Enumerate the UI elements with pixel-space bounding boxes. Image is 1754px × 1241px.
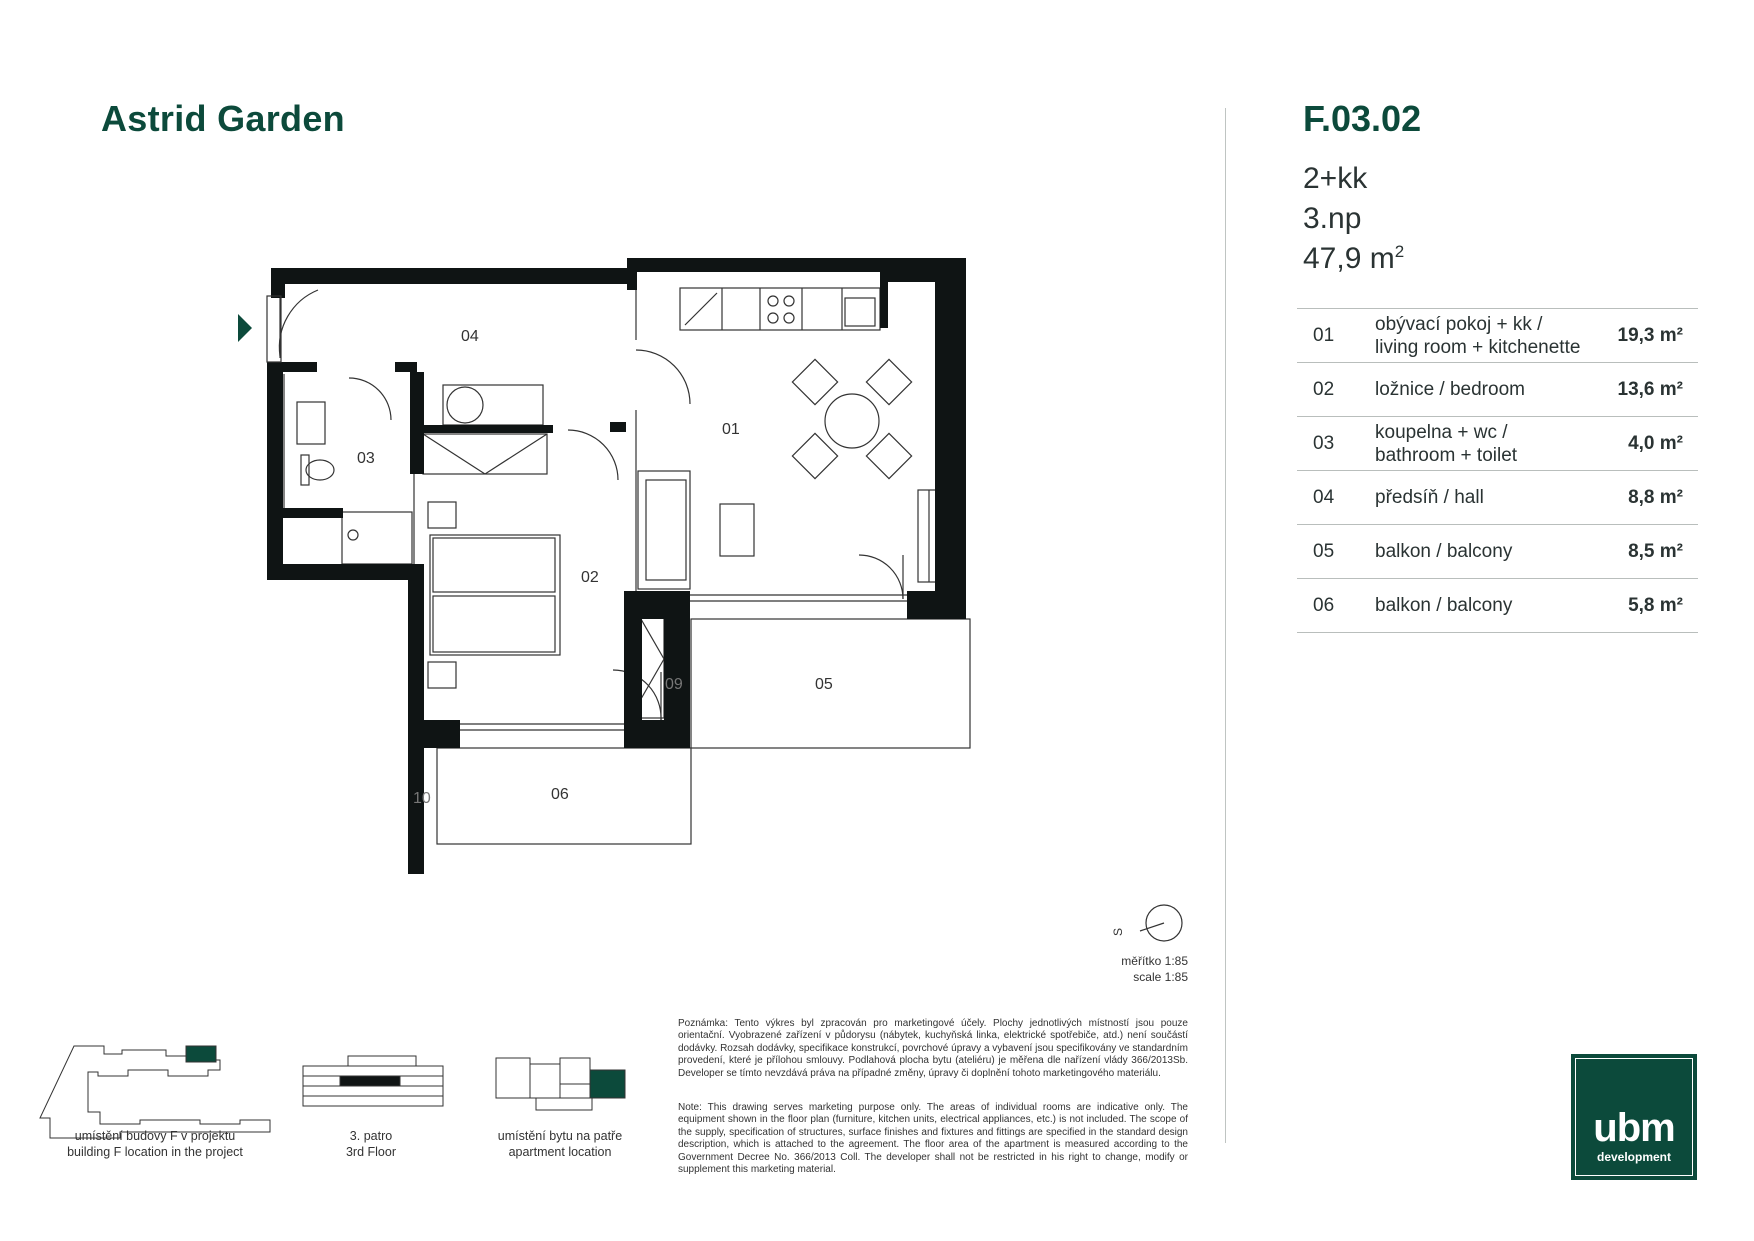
kitchen-counter (680, 288, 880, 330)
room-number: 04 (1297, 471, 1375, 525)
compass-icon (1111, 905, 1182, 941)
caption-line2: apartment location (508, 1145, 612, 1159)
room-name: balkon / balcony (1375, 525, 1607, 579)
caption-line1: umístění bytu na patře (497, 1129, 623, 1143)
room-name-line2: living room + kitchenette (1375, 336, 1581, 358)
toilet (306, 460, 334, 480)
room-area: 19,3 m² (1607, 309, 1698, 363)
room-name: balkon / balcony (1375, 579, 1607, 633)
unit-code: F.03.02 (1303, 98, 1422, 139)
entry-arrow (238, 314, 252, 342)
room-name: ložnice / bedroom (1375, 363, 1607, 417)
dining-table (825, 394, 879, 448)
scale-note (1121, 953, 1188, 985)
note-en: Note: This drawing serves marketing purpose only. The areas of individual rooms are indicative only. The equipment shown in the floor plan (furniture, kitchen units, electrical appliances, etc.) is not included. The scope of the supply, specification of structures, surface finishes and fixtures and fittings are specified in the standard design description, which is attached to the agreement. The floor area of the apartment is measured according to the Government Decree No. 366/2013 Coll. The developer shall not be restricted in his right to change, modify or supplement this marketing material. (678, 1102, 1188, 1176)
scale-en: scale 1:85 (1133, 970, 1188, 984)
plan-label-01: 01 (722, 421, 740, 438)
room-number: 06 (1297, 579, 1375, 633)
unit-area-sup: 2 (1394, 242, 1405, 261)
ubm-logo (1571, 1054, 1697, 1180)
washing-machine (447, 387, 483, 423)
room-area: 8,8 m² (1607, 471, 1698, 525)
plan-label-04: 04 (461, 328, 479, 345)
locator-caption-building (50, 1128, 260, 1160)
room-name-line1: koupelna + wc / (1375, 421, 1508, 443)
unit-area-value: 47,9 m (1303, 242, 1395, 275)
bathroom-sink (297, 402, 325, 444)
unit-floor: 3.np (1303, 202, 1362, 235)
room-area: 8,5 m² (1607, 525, 1698, 579)
room-area: 13,6 m² (1607, 363, 1698, 417)
locator-caption-floor (296, 1128, 446, 1160)
note-cz: Poznámka: Tento výkres byl zpracován pro marketingové účely. Plochy jednotlivých místností jsou pouze orientační. Vyobrazené zařízení v půdorysu (nábytek, kuchyňská linka, elektrické spotřebiče, atd.) není součástí dodávky. Rozsah dodávky, specifikace konstrukcí, povrchové úpravy a vybavení jsou specifikovány ve standardním provedení, které je přílohou smlouvy. Podlahová plocha bytu (ateliéru) je měřena dle nařízení vlády 366/2013Sb. Developer se tímto nevzdává práva na případné změny, úpravy či doplnění tohoto marketingového materiálu. (678, 1018, 1188, 1079)
room-number: 02 (1297, 363, 1375, 417)
caption-line1: 3. patro (349, 1129, 393, 1143)
plan-label-02: 02 (581, 569, 599, 586)
room-area: 5,8 m² (1607, 579, 1698, 633)
plan-label-09: 09 (665, 676, 683, 693)
apartment-locator-thumb (496, 1058, 625, 1110)
floor-locator-thumb (303, 1056, 443, 1106)
walls (267, 258, 966, 874)
room-name: předsíň / hall (1375, 471, 1607, 525)
caption-line2: building F location in the project (67, 1145, 243, 1159)
plan-label-06: 06 (551, 786, 569, 803)
locator-caption-apartment (480, 1128, 640, 1160)
room-name-line2: bathroom + toilet (1375, 444, 1518, 466)
unit-layout: 2+kk (1303, 162, 1368, 195)
plan-label-05: 05 (815, 676, 833, 693)
caption-line2: 3rd Floor (345, 1145, 397, 1159)
room-number: 01 (1297, 309, 1375, 363)
caption-line1: umístění budovy F v projektu (74, 1129, 236, 1143)
compass-label: S (1111, 927, 1125, 936)
plan-label-03: 03 (357, 450, 375, 467)
scale-cz: měřítko 1:85 (1121, 954, 1188, 968)
site-locator-thumb (40, 1046, 270, 1138)
room-number: 05 (1297, 525, 1375, 579)
logo-wordmark: ubm (1593, 1106, 1675, 1150)
room-number: 03 (1297, 417, 1375, 471)
room-area: 4,0 m² (1607, 417, 1698, 471)
double-bed (430, 535, 560, 655)
room-name-line1: obývací pokoj + kk / (1375, 313, 1543, 335)
logo-subtitle: development (1596, 1150, 1671, 1164)
coffee-table (720, 504, 754, 556)
plan-label-10: 10 (413, 790, 431, 807)
project-name: Astrid Garden (101, 98, 345, 139)
